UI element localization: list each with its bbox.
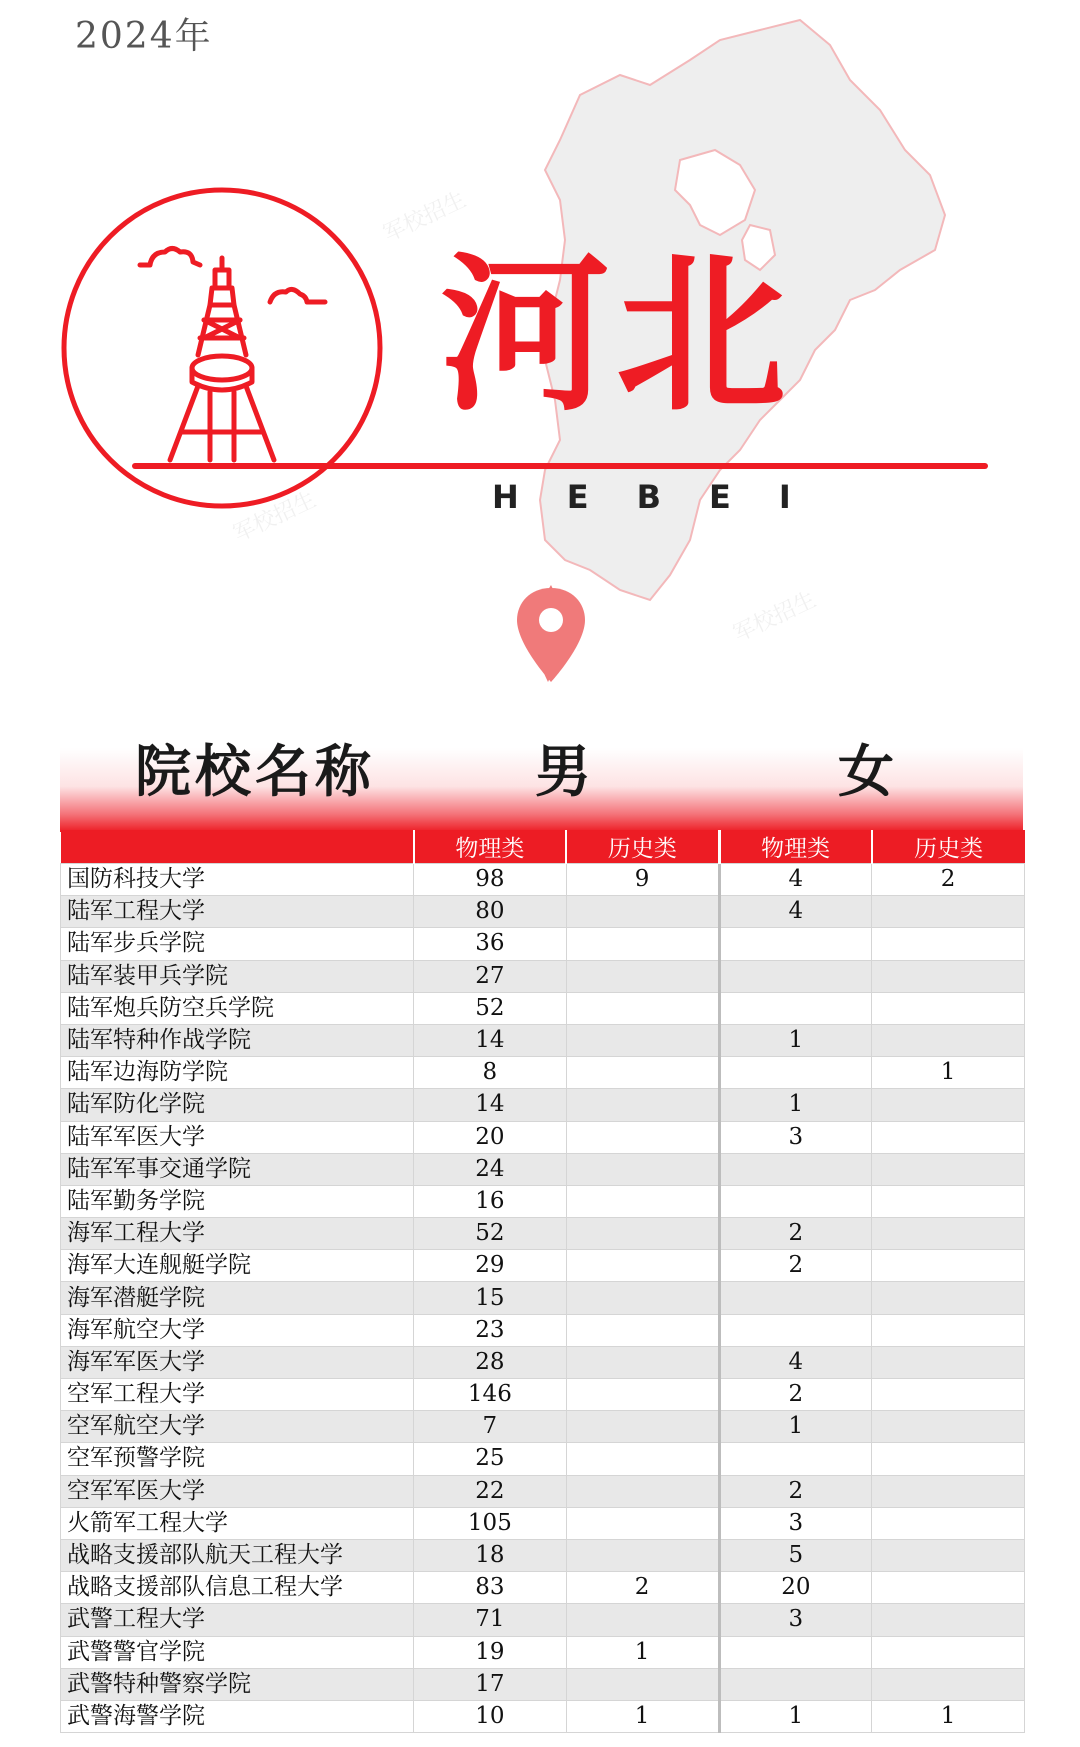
table-row [61, 1314, 1025, 1346]
table-row [61, 1539, 1025, 1571]
male-history-cell [566, 1443, 719, 1475]
male-history-cell [566, 1604, 719, 1636]
table-row [61, 1218, 1025, 1250]
male-history-cell [566, 1153, 719, 1185]
male-history-cell [566, 1057, 719, 1089]
male-history-cell [566, 1379, 719, 1411]
table-row [61, 960, 1025, 992]
female-physics-cell: 4 [719, 896, 872, 928]
male-physics-cell: 27 [414, 960, 567, 992]
male-history-cell [566, 1314, 719, 1346]
table-row [61, 1185, 1025, 1217]
school-name-cell: 陆军边海防学院 [61, 1057, 414, 1089]
table-row [61, 1089, 1025, 1121]
school-name-cell: 陆军勤务学院 [61, 1185, 414, 1217]
school-name-cell: 陆军工程大学 [61, 896, 414, 928]
school-name-cell: 国防科技大学 [61, 864, 414, 896]
female-history-cell [872, 896, 1025, 928]
male-physics-cell: 14 [414, 1024, 567, 1056]
female-physics-cell [719, 1636, 872, 1668]
male-physics-cell: 10 [414, 1700, 567, 1732]
table-row [61, 1250, 1025, 1282]
table-row [61, 896, 1025, 928]
male-history-cell [566, 1185, 719, 1217]
female-history-cell [872, 1475, 1025, 1507]
female-physics-cell: 4 [719, 1346, 872, 1378]
school-name-cell: 陆军军事交通学院 [61, 1153, 414, 1185]
female-physics-cell: 1 [719, 1700, 872, 1732]
male-history-cell [566, 1121, 719, 1153]
female-history-cell [872, 1185, 1025, 1217]
female-physics-cell [719, 960, 872, 992]
female-physics-cell: 20 [719, 1572, 872, 1604]
male-history-cell: 1 [566, 1700, 719, 1732]
female-physics-cell: 2 [719, 1250, 872, 1282]
school-name-cell: 火箭军工程大学 [61, 1507, 414, 1539]
school-name-cell: 空军工程大学 [61, 1379, 414, 1411]
male-history-cell [566, 960, 719, 992]
table-row [61, 1572, 1025, 1604]
table-row [61, 1282, 1025, 1314]
male-physics-cell: 22 [414, 1475, 567, 1507]
male-physics-cell: 23 [414, 1314, 567, 1346]
table-row [61, 1443, 1025, 1475]
female-physics-cell [719, 1153, 872, 1185]
table-row [61, 1024, 1025, 1056]
male-history-cell [566, 1218, 719, 1250]
school-name-cell: 战略支援部队信息工程大学 [61, 1572, 414, 1604]
school-name-cell: 武警特种警察学院 [61, 1668, 414, 1700]
school-name-cell: 武警工程大学 [61, 1604, 414, 1636]
female-history-cell [872, 1507, 1025, 1539]
female-history-cell [872, 1411, 1025, 1443]
female-physics-cell: 1 [719, 1024, 872, 1056]
male-history-cell [566, 1411, 719, 1443]
watermark: 军校招生 [229, 487, 321, 548]
school-name-cell: 战略支援部队航天工程大学 [61, 1539, 414, 1571]
male-history-cell [566, 1282, 719, 1314]
male-physics-cell: 105 [414, 1507, 567, 1539]
watermark: 军校招生 [729, 587, 821, 648]
female-physics-cell [719, 1443, 872, 1475]
male-history-cell [566, 1539, 719, 1571]
male-physics-cell: 28 [414, 1346, 567, 1378]
male-history-cell: 1 [566, 1636, 719, 1668]
female-history-cell [872, 1121, 1025, 1153]
male-history-cell: 2 [566, 1572, 719, 1604]
male-physics-cell: 52 [414, 992, 567, 1024]
female-physics-cell: 4 [719, 864, 872, 896]
male-physics-cell: 18 [414, 1539, 567, 1571]
school-name-cell: 海军工程大学 [61, 1218, 414, 1250]
male-physics-cell: 52 [414, 1218, 567, 1250]
male-physics-cell: 83 [414, 1572, 567, 1604]
female-history-cell [872, 1346, 1025, 1378]
table-row [61, 864, 1025, 896]
male-history-cell [566, 1475, 719, 1507]
school-name-cell: 陆军步兵学院 [61, 928, 414, 960]
female-history-cell [872, 1539, 1025, 1571]
male-physics-cell: 7 [414, 1411, 567, 1443]
female-history-cell: 2 [872, 864, 1025, 896]
female-physics-cell [719, 1282, 872, 1314]
female-physics-cell: 1 [719, 1089, 872, 1121]
subheader-male-physics: 物理类 [414, 830, 567, 864]
column-header-school: 院校名称 [135, 740, 375, 805]
female-history-cell: 1 [872, 1700, 1025, 1732]
female-physics-cell: 2 [719, 1218, 872, 1250]
male-physics-cell: 36 [414, 928, 567, 960]
school-name-cell: 空军预警学院 [61, 1443, 414, 1475]
male-physics-cell: 17 [414, 1668, 567, 1700]
male-physics-cell: 24 [414, 1153, 567, 1185]
school-name-cell: 空军航空大学 [61, 1411, 414, 1443]
table-row [61, 1636, 1025, 1668]
table-row [61, 1604, 1025, 1636]
male-physics-cell: 14 [414, 1089, 567, 1121]
school-name-cell: 陆军特种作战学院 [61, 1024, 414, 1056]
female-history-cell [872, 1379, 1025, 1411]
female-history-cell [872, 1443, 1025, 1475]
female-physics-cell [719, 1668, 872, 1700]
table-row [61, 1507, 1025, 1539]
female-physics-cell: 5 [719, 1539, 872, 1571]
table-row [61, 1668, 1025, 1700]
female-history-cell [872, 1572, 1025, 1604]
male-history-cell [566, 1668, 719, 1700]
year-label: 2024年 [75, 16, 213, 57]
male-history-cell [566, 928, 719, 960]
table-row [61, 1379, 1025, 1411]
male-history-cell [566, 1089, 719, 1121]
female-history-cell [872, 1604, 1025, 1636]
province-title-cn: 河北 [440, 235, 793, 435]
female-history-cell [872, 1024, 1025, 1056]
female-physics-cell: 3 [719, 1604, 872, 1636]
female-physics-cell [719, 928, 872, 960]
table-body [61, 864, 1025, 1733]
female-history-cell: 1 [872, 1057, 1025, 1089]
province-title-en: HEBEI [492, 478, 839, 516]
table-row [61, 1346, 1025, 1378]
female-physics-cell: 2 [719, 1379, 872, 1411]
location-pin-icon [517, 585, 585, 682]
female-physics-cell: 3 [719, 1121, 872, 1153]
school-name-cell: 空军军医大学 [61, 1475, 414, 1507]
male-physics-cell: 20 [414, 1121, 567, 1153]
female-history-cell [872, 1089, 1025, 1121]
female-history-cell [872, 1314, 1025, 1346]
female-physics-cell: 3 [719, 1507, 872, 1539]
female-physics-cell [719, 1314, 872, 1346]
male-history-cell: 9 [566, 864, 719, 896]
male-history-cell [566, 896, 719, 928]
female-history-cell [872, 960, 1025, 992]
male-physics-cell: 19 [414, 1636, 567, 1668]
female-history-cell [872, 992, 1025, 1024]
table-row [61, 928, 1025, 960]
subheader-blank [61, 830, 414, 864]
subheader-female-physics: 物理类 [719, 830, 872, 864]
column-header-male: 男 [535, 740, 595, 805]
female-history-cell [872, 1153, 1025, 1185]
male-physics-cell: 98 [414, 864, 567, 896]
table-row [61, 1057, 1025, 1089]
female-history-cell [872, 1668, 1025, 1700]
female-history-cell [872, 1282, 1025, 1314]
subheader-female-history: 历史类 [872, 830, 1025, 864]
table-row [61, 1153, 1025, 1185]
female-history-cell [872, 1218, 1025, 1250]
male-physics-cell: 15 [414, 1282, 567, 1314]
table-row [61, 1475, 1025, 1507]
female-physics-cell: 2 [719, 1475, 872, 1507]
female-physics-cell [719, 1185, 872, 1217]
table-row [61, 992, 1025, 1024]
table-row [61, 1121, 1025, 1153]
school-name-cell: 武警海警学院 [61, 1700, 414, 1732]
school-name-cell: 武警警官学院 [61, 1636, 414, 1668]
school-name-cell: 陆军军医大学 [61, 1121, 414, 1153]
school-name-cell: 海军军医大学 [61, 1346, 414, 1378]
male-history-cell [566, 1346, 719, 1378]
male-physics-cell: 146 [414, 1379, 567, 1411]
female-physics-cell: 1 [719, 1411, 872, 1443]
male-physics-cell: 8 [414, 1057, 567, 1089]
subheader-row [61, 830, 1025, 864]
female-history-cell [872, 1636, 1025, 1668]
male-history-cell [566, 992, 719, 1024]
subheader-male-history: 历史类 [566, 830, 719, 864]
admissions-table [60, 830, 1025, 1733]
male-physics-cell: 16 [414, 1185, 567, 1217]
male-physics-cell: 25 [414, 1443, 567, 1475]
male-physics-cell: 71 [414, 1604, 567, 1636]
school-name-cell: 海军航空大学 [61, 1314, 414, 1346]
male-physics-cell: 29 [414, 1250, 567, 1282]
female-history-cell [872, 928, 1025, 960]
female-history-cell [872, 1250, 1025, 1282]
male-physics-cell: 80 [414, 896, 567, 928]
female-physics-cell [719, 992, 872, 1024]
table-row [61, 1700, 1025, 1732]
school-name-cell: 海军潜艇学院 [61, 1282, 414, 1314]
male-history-cell [566, 1507, 719, 1539]
school-name-cell: 陆军防化学院 [61, 1089, 414, 1121]
table-row [61, 1411, 1025, 1443]
male-history-cell [566, 1250, 719, 1282]
school-name-cell: 海军大连舰艇学院 [61, 1250, 414, 1282]
watermark: 军校招生 [379, 187, 471, 248]
female-physics-cell [719, 1057, 872, 1089]
column-header-female: 女 [838, 740, 898, 805]
school-name-cell: 陆军炮兵防空兵学院 [61, 992, 414, 1024]
school-name-cell: 陆军装甲兵学院 [61, 960, 414, 992]
male-history-cell [566, 1024, 719, 1056]
